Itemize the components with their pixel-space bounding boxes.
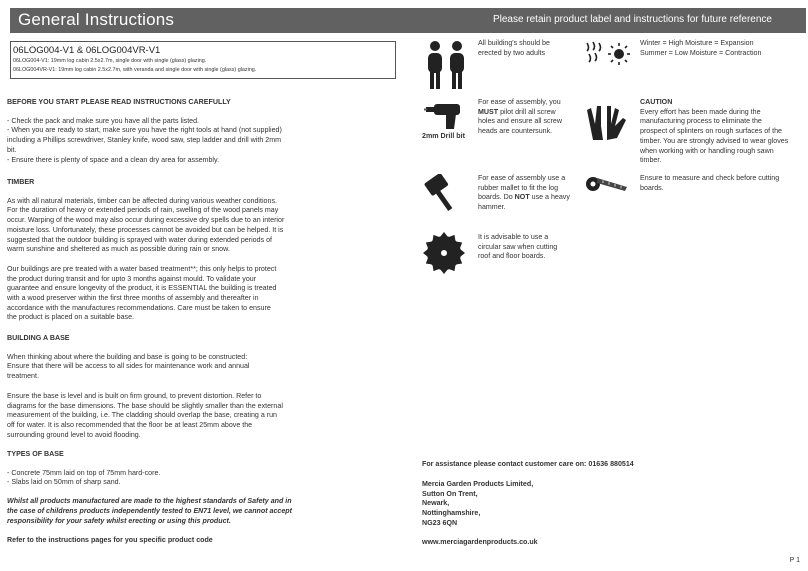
weather-tip [640, 39, 761, 58]
caution-tip [640, 98, 788, 166]
mallet-tip [478, 174, 570, 213]
base-line: Ensure that there will be access to all sides for maintenance work and annual [7, 362, 250, 371]
address-line: Newark, [422, 499, 450, 508]
timber-heading: TIMBER [7, 178, 35, 186]
types-section [7, 450, 307, 546]
tip-line: Winter = High Moisture = Expansion [640, 39, 754, 47]
saw-tip [478, 233, 557, 262]
before-line: - When you are ready to start, make sure you have the right tools at hand (not supplied) [7, 126, 282, 135]
tip-line: All building's should be [478, 39, 550, 47]
address-line: NG23 6QN [422, 518, 458, 527]
tip-line: timber. [640, 156, 662, 165]
safety-notice [7, 497, 307, 526]
product-codes: 06LOG004-V1 & 06LOG004VR-V1 [13, 45, 161, 56]
address-line: Mercia Garden Products Limited, [422, 480, 534, 488]
company-address [422, 480, 533, 529]
timber-line: As with all natural materials, timber can be affected during various weather conditions. [7, 196, 277, 205]
timber-line: accordance with the manufactures recommendations. Care must be taken to ensure [7, 303, 271, 312]
tip-line: Ensure to measure and check before cutting [640, 174, 780, 182]
safety-line: Whilst all products manufactured are made to the highest standards of Safety and in [7, 497, 292, 506]
tip-line: erected by two adults [478, 48, 546, 57]
safety-line: the case of childrens products independently tested to EN71 level, we cannot accept [7, 506, 293, 515]
title-bar [10, 8, 806, 33]
tip-line: roof and floor boards. [478, 252, 546, 261]
tip-line [478, 108, 562, 118]
timber-line: guarantee and ensure longevity of the product, it is ESSENTIAL the building is treated [7, 284, 277, 293]
base-line: off for water. It is also recommended that the floor be at least 25mm above the [7, 420, 253, 429]
timber-line: suggested that the outdoor building is sprayed with water during extended periods of [7, 235, 273, 244]
base-line: Ensure the base is level and is built on firm ground, to prevent distortion. Refer to [7, 391, 262, 400]
gloves-icon [583, 98, 631, 142]
product-desc-1: 06LOG004-V1: 19mm log cabin 2.5x2.7m, single door with single (glass) glazing. [13, 58, 207, 64]
before-line: including a Phillips screwdriver, Stanley knife, wood saw, step ladder and drill with 2mm [7, 136, 282, 145]
base-line: surrounding ground level to avoid flooding. [7, 430, 141, 439]
before-heading: BEFORE YOU START PLEASE READ INSTRUCTIONS CAREFULLY [7, 98, 231, 106]
circular-saw-icon [422, 231, 466, 275]
website-link[interactable]: www.merciagardenproducts.co.uk [422, 538, 538, 546]
tip-line: It is advisable to use a [478, 233, 549, 241]
tip-line [478, 193, 570, 203]
drill-icon [424, 98, 466, 130]
timber-section [7, 178, 307, 323]
timber-line: the product during transit and for upto 3 months against mould. To validate your [7, 274, 257, 283]
base-line: treatment. [7, 372, 39, 381]
before-line: - Ensure there is plenty of space and a clean dry area for assembly. [7, 155, 220, 164]
before-section [7, 98, 307, 165]
tip-text: use a heavy [529, 193, 570, 202]
tip-line: when working with or handling rough sawn [640, 146, 774, 155]
timber-line: occur. Warping of the wood may also occur during excessive dry spells due to an interior [7, 216, 285, 225]
weather-icon [583, 40, 631, 68]
page-number: P 1 [789, 557, 800, 564]
not-emphasis: NOT [514, 193, 530, 202]
tip-line: Every effort has been made during the [640, 107, 761, 116]
two-people-icon [424, 40, 470, 90]
base-section [7, 334, 307, 440]
page-title: General Instructions [18, 10, 175, 29]
retain-notice: Please retain product label and instructions for future reference [492, 14, 772, 25]
refer-note: Refer to the instructions pages for you specific product code [7, 536, 213, 545]
tip-line: hammer. [478, 203, 506, 212]
timber-line: Our buildings are pre treated with a water based treatment**; this only helps to protect [7, 264, 277, 273]
base-heading: BUILDING A BASE [7, 334, 70, 342]
timber-line: warm sunshine and sheltered as much as possible during rain or snow. [7, 245, 230, 254]
tip-text: pilot drill all screw [498, 107, 556, 116]
address-line: Nottinghamshire, [422, 509, 481, 518]
product-code-box [10, 41, 396, 79]
tip-line: boards. [640, 183, 664, 192]
customer-care: For assistance please contact customer care on: 01636 880514 [422, 460, 634, 468]
tip-line: manufacturing process to eliminate the [640, 117, 762, 126]
drill-bit-label: 2mm Drill bit [422, 132, 465, 140]
tip-line: prospect of splinters on rough surfaces of the [640, 127, 782, 136]
base-line: When thinking about where the building and base is going to be constructed: [7, 352, 248, 361]
safety-line: responsibility for your safety whilst erecting or using this product. [7, 516, 231, 525]
types-heading: TYPES OF BASE [7, 450, 64, 458]
before-line: bit. [7, 145, 17, 154]
measure-tip [640, 174, 779, 193]
drill-tip [478, 98, 562, 137]
tip-line: timber. You are strongly advised to wear gloves [640, 136, 789, 145]
base-line: diagrams for the base dimensions. The base should be slightly smaller than the external [7, 401, 283, 410]
tip-line: For ease of assembly, you [478, 98, 561, 106]
tip-line: Summer = Low Moisture = Contraction [640, 48, 762, 57]
types-line: - Concrete 75mm laid on top of 75mm hard-core. [7, 468, 161, 477]
tip-line: rubber mallet to fit the log [478, 183, 559, 192]
timber-line: moisture loss. Unfortunately, these processes cannot be avoided but can be helped. It is [7, 225, 284, 234]
product-desc-2: 06LOG004VR-V1: 19mm log cabin 2.5x2.7m, with veranda and single door with single (glass) glazing. [13, 67, 257, 73]
adults-tip [478, 39, 550, 58]
tip-line: For ease of assembly use a [478, 174, 566, 182]
tip-line: circular saw when cutting [478, 242, 558, 251]
caution-heading: CAUTION [640, 98, 673, 106]
must-emphasis: MUST [478, 107, 499, 116]
tip-line: holes and ensure all screw [478, 117, 562, 126]
base-line: measurement of the building, i.e. The cladding should overlap the base, creating a run [7, 411, 277, 420]
timber-line: For the duration of heavy or extended periods of rain, swelling of the wood panels may [7, 206, 279, 215]
tip-line: heads are countersunk. [478, 127, 553, 136]
timber-line: the product is placed on a suitable base. [7, 313, 134, 322]
types-line: - Slabs laid on 50mm of sharp sand. [7, 478, 121, 487]
tape-measure-icon [585, 174, 629, 194]
address-line: Sutton On Trent, [422, 489, 478, 498]
tip-text: boards. Do [478, 193, 515, 202]
mallet-icon [424, 174, 464, 214]
before-line: - Check the pack and make sure you have all the parts listed. [7, 116, 200, 125]
timber-line: with a wood preserver within the first three months of assembly and thereafter in [7, 294, 259, 303]
